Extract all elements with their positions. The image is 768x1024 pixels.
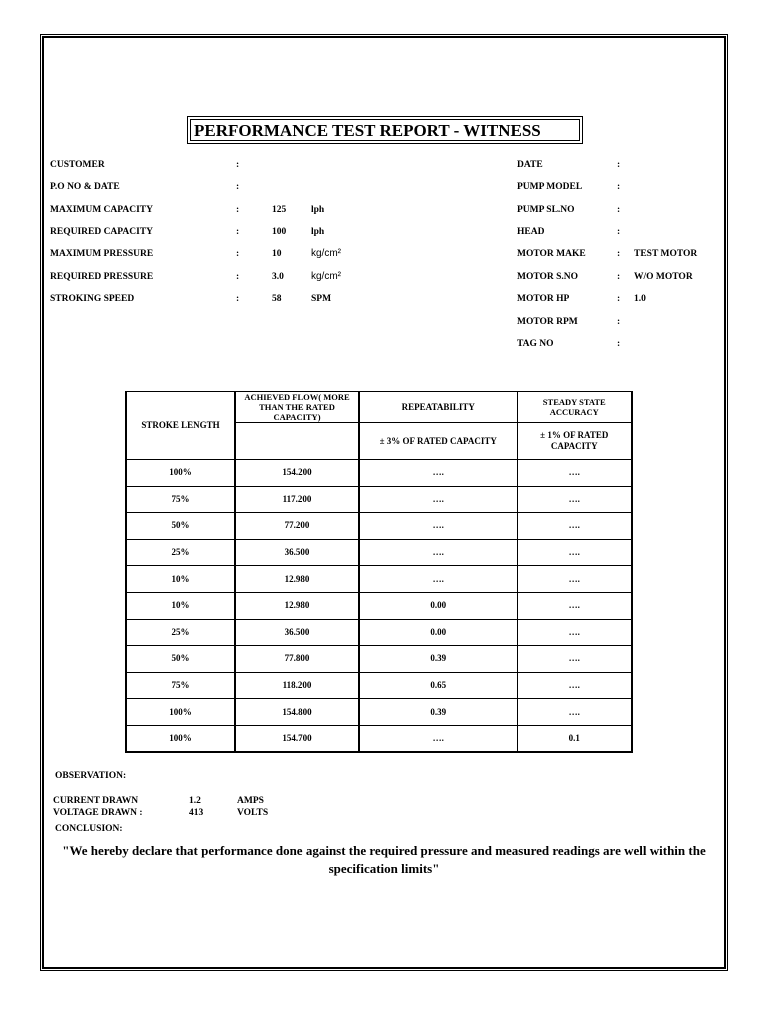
cell-repeatability: ….: [359, 725, 517, 752]
header-repeatability-sub: ± 3% OF RATED CAPACITY: [359, 423, 517, 460]
field-unit-max-capacity: lph: [311, 205, 325, 215]
field-label-customer: CUSTOMER: [50, 160, 105, 170]
voltage-drawn-label: VOLTAGE DRAWN :: [53, 808, 143, 818]
cell-achieved-flow: 77.800: [235, 646, 359, 673]
field-label-pump-slno: PUMP SL.NO: [517, 205, 575, 215]
cell-achieved-flow: 117.200: [235, 486, 359, 513]
cell-steady-state: ….: [517, 699, 632, 726]
field-label-po: P.O NO & DATE: [50, 182, 120, 192]
field-label-req-pressure: REQUIRED PRESSURE: [50, 272, 154, 282]
field-label-motor-hp: MOTOR HP: [517, 294, 570, 304]
cell-stroke-length: 25%: [126, 619, 235, 646]
field-label-motor-sno: MOTOR S.NO: [517, 272, 579, 282]
field-colon: :: [236, 294, 240, 304]
table-row: [126, 646, 632, 673]
header-steady-state: STEADY STATE ACCURACY: [517, 392, 632, 423]
cell-achieved-flow: 12.980: [235, 566, 359, 593]
table-row: [126, 592, 632, 619]
performance-table: [125, 391, 633, 753]
field-unit-max-pressure: kg/cm²: [311, 248, 341, 259]
field-value-max-pressure: 10: [272, 249, 282, 259]
header-repeatability: REPEATABILITY: [359, 392, 517, 423]
field-label-pump-model: PUMP MODEL: [517, 182, 583, 192]
cell-repeatability: ….: [359, 539, 517, 566]
cell-steady-state: ….: [517, 592, 632, 619]
cell-steady-state: ….: [517, 566, 632, 593]
table-body: [126, 460, 632, 753]
field-label-motor-rpm: MOTOR RPM: [517, 317, 578, 327]
field-colon: :: [236, 182, 240, 192]
table-row: [126, 672, 632, 699]
field-colon: :: [617, 317, 621, 327]
field-value-req-pressure: 3.0: [272, 272, 284, 282]
header-achieved-flow: ACHIEVED FLOW( MORE THAN THE RATED CAPACITY): [235, 392, 359, 423]
cell-steady-state: ….: [517, 539, 632, 566]
observation-heading: OBSERVATION:: [55, 771, 127, 781]
margin-mark: [42, 109, 44, 119]
conclusion-heading: CONCLUSION:: [55, 824, 123, 834]
table-row: [126, 699, 632, 726]
cell-repeatability: 0.65: [359, 672, 517, 699]
cell-stroke-length: 100%: [126, 725, 235, 752]
field-colon: :: [617, 294, 621, 304]
field-colon: :: [236, 205, 240, 215]
field-label-max-capacity: MAXIMUM CAPACITY: [50, 205, 153, 215]
field-colon: :: [236, 227, 240, 237]
field-colon: :: [617, 160, 621, 170]
table-row: [126, 725, 632, 752]
cell-repeatability: ….: [359, 513, 517, 540]
cell-steady-state: ….: [517, 672, 632, 699]
cell-stroke-length: 100%: [126, 699, 235, 726]
cell-repeatability: 0.39: [359, 646, 517, 673]
field-value-motor-hp: 1.0: [634, 294, 646, 304]
table-row: [126, 539, 632, 566]
cell-steady-state: ….: [517, 486, 632, 513]
field-value-motor-sno: W/O MOTOR: [634, 272, 693, 282]
table-row: [126, 460, 632, 487]
header-stroke-length: STROKE LENGTH: [126, 392, 235, 460]
field-label-max-pressure: MAXIMUM PRESSURE: [50, 249, 154, 259]
field-colon: :: [236, 160, 240, 170]
field-label-date: DATE: [517, 160, 543, 170]
current-drawn-value: 1.2: [189, 796, 201, 806]
field-unit-req-capacity: lph: [311, 227, 325, 237]
cell-repeatability: ….: [359, 460, 517, 487]
cell-achieved-flow: 154.700: [235, 725, 359, 752]
field-value-motor-make: TEST MOTOR: [634, 249, 698, 259]
field-unit-req-pressure: kg/cm²: [311, 271, 341, 282]
header-steady-state-sub: ± 1% OF RATED CAPACITY: [517, 423, 632, 460]
field-colon: :: [236, 272, 240, 282]
field-label-motor-make: MOTOR MAKE: [517, 249, 586, 259]
cell-achieved-flow: 154.200: [235, 460, 359, 487]
cell-achieved-flow: 154.800: [235, 699, 359, 726]
table-row: [126, 486, 632, 513]
field-colon: :: [617, 339, 621, 349]
voltage-drawn-value: 413: [189, 808, 204, 818]
cell-achieved-flow: 118.200: [235, 672, 359, 699]
current-drawn-unit: AMPS: [237, 796, 264, 806]
field-label-tag-no: TAG NO: [517, 339, 554, 349]
cell-steady-state: ….: [517, 619, 632, 646]
report-title: PERFORMANCE TEST REPORT - WITNESS: [190, 119, 580, 141]
cell-achieved-flow: 36.500: [235, 539, 359, 566]
field-colon: :: [617, 272, 621, 282]
declaration-text: "We hereby declare that performance done against the required pressure and measured readings are well within the specification limits": [62, 843, 706, 876]
current-drawn-label: CURRENT DRAWN: [53, 796, 139, 806]
field-colon: :: [617, 249, 621, 259]
field-colon: :: [617, 205, 621, 215]
cell-stroke-length: 25%: [126, 539, 235, 566]
cell-achieved-flow: 12.980: [235, 592, 359, 619]
cell-steady-state: 0.1: [517, 725, 632, 752]
cell-stroke-length: 10%: [126, 566, 235, 593]
cell-steady-state: ….: [517, 646, 632, 673]
header-achieved-flow-blank: [235, 423, 359, 460]
field-colon: :: [617, 227, 621, 237]
table-row: [126, 619, 632, 646]
voltage-drawn-unit: VOLTS: [237, 808, 269, 818]
report-title-box: [187, 116, 583, 144]
table-row: [126, 513, 632, 540]
cell-stroke-length: 75%: [126, 486, 235, 513]
field-colon: :: [617, 182, 621, 192]
field-label-req-capacity: REQUIRED CAPACITY: [50, 227, 154, 237]
table-row: [126, 566, 632, 593]
field-label-head: HEAD: [517, 227, 545, 237]
field-value-req-capacity: 100: [272, 227, 287, 237]
cell-stroke-length: 100%: [126, 460, 235, 487]
cell-repeatability: ….: [359, 566, 517, 593]
table-header-row: [126, 392, 632, 423]
field-value-max-capacity: 125: [272, 205, 287, 215]
cell-stroke-length: 10%: [126, 592, 235, 619]
cell-repeatability: 0.00: [359, 619, 517, 646]
cell-repeatability: 0.39: [359, 699, 517, 726]
cell-steady-state: ….: [517, 460, 632, 487]
field-colon: :: [236, 249, 240, 259]
cell-repeatability: 0.00: [359, 592, 517, 619]
cell-repeatability: ….: [359, 486, 517, 513]
field-label-stroking-speed: STROKING SPEED: [50, 294, 135, 304]
cell-achieved-flow: 77.200: [235, 513, 359, 540]
field-value-stroking-speed: 58: [272, 294, 282, 304]
field-unit-stroking-speed: SPM: [311, 294, 332, 304]
cell-achieved-flow: 36.500: [235, 619, 359, 646]
cell-stroke-length: 50%: [126, 513, 235, 540]
cell-steady-state: ….: [517, 513, 632, 540]
cell-stroke-length: 50%: [126, 646, 235, 673]
cell-stroke-length: 75%: [126, 672, 235, 699]
